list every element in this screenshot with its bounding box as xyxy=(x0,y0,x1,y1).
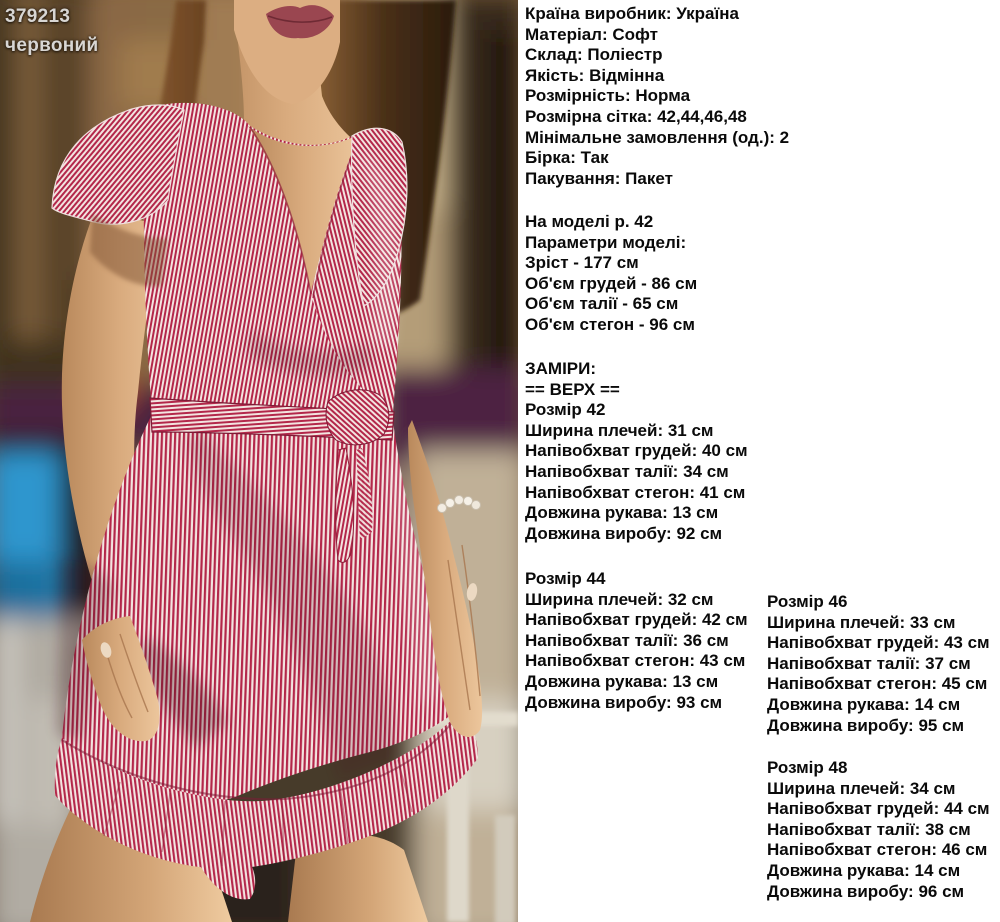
spec-line: Розмір 46 xyxy=(767,592,848,611)
spec-line: Зріст - 177 см xyxy=(525,253,639,273)
spec-line: Довжина виробу: 93 см xyxy=(525,692,723,712)
spec-line: Якість: Відмінна xyxy=(525,65,665,85)
photo-caption xyxy=(5,2,98,60)
spec-line: Об'єм талії - 65 см xyxy=(525,294,679,314)
spec-line: Ширина плечей: 31 см xyxy=(525,420,714,440)
spec-line: Довжина виробу: 92 см xyxy=(525,523,723,543)
spec-block-size-44 xyxy=(525,569,748,713)
spec-line: Матеріал: Софт xyxy=(525,24,658,44)
spec-line: Напівобхват талії: 34 см xyxy=(525,461,729,481)
spec-line: Розмір 48 xyxy=(767,758,848,777)
spec-line: Напівобхват грудей: 40 см xyxy=(525,441,748,461)
spec-line: Довжина рукава: 14 см xyxy=(767,860,961,880)
spec-block-model-params xyxy=(525,212,697,336)
spec-line: Напівобхват талії: 37 см xyxy=(767,653,971,673)
color-name: червоний xyxy=(5,35,99,56)
spec-line: Ширина плечей: 32 см xyxy=(525,589,714,609)
spec-line: Ширина плечей: 33 см xyxy=(767,612,956,632)
spec-line: Об'єм стегон - 96 см xyxy=(525,314,695,334)
article-number: 379213 xyxy=(5,6,71,27)
spec-line: Склад: Поліестр xyxy=(525,45,663,65)
spec-line: Напівобхват талії: 36 см xyxy=(525,630,729,650)
spec-line: Довжина рукава: 13 см xyxy=(525,503,719,523)
spec-line: Бірка: Так xyxy=(525,148,609,168)
specs-panel xyxy=(518,0,1000,922)
spec-line: Напівобхват стегон: 43 см xyxy=(525,651,746,671)
spec-line: Довжина рукава: 13 см xyxy=(525,671,719,691)
spec-line: На моделі р. 42 xyxy=(525,212,654,231)
spec-line: Параметри моделі: xyxy=(525,232,687,252)
spec-line: Напівобхват стегон: 41 см xyxy=(525,482,746,502)
spec-line: Напівобхват грудей: 42 см xyxy=(525,610,748,630)
spec-line: ЗАМІРИ: xyxy=(525,359,597,378)
spec-line: Країна виробник: Україна xyxy=(525,4,740,23)
spec-line: Напівобхват талії: 38 см xyxy=(767,819,971,839)
spec-line: == ВЕРХ == xyxy=(525,379,620,399)
spec-block-size-42 xyxy=(525,359,748,544)
spec-line: Розмірність: Норма xyxy=(525,86,691,106)
spec-line: Пакування: Пакет xyxy=(525,168,673,188)
spec-line: Розмір 44 xyxy=(525,569,606,588)
spec-line: Розмір 42 xyxy=(525,400,606,420)
spec-line: Довжина рукава: 14 см xyxy=(767,694,961,714)
spec-line: Розмірна сітка: 42,44,46,48 xyxy=(525,106,747,126)
spec-line: Довжина виробу: 95 см xyxy=(767,715,965,735)
spec-line: Напівобхват стегон: 46 см xyxy=(767,840,988,860)
spec-line: Ширина плечей: 34 см xyxy=(767,778,956,798)
spec-line: Напівобхват грудей: 43 см xyxy=(767,633,990,653)
spec-block-general xyxy=(525,4,789,189)
spec-line: Довжина виробу: 96 см xyxy=(767,881,965,901)
spec-line: Напівобхват стегон: 45 см xyxy=(767,674,988,694)
spec-block-size-48 xyxy=(767,758,990,902)
spec-line: Мінімальне замовлення (од.): 2 xyxy=(525,127,790,147)
spec-line: Об'єм грудей - 86 см xyxy=(525,273,698,293)
spec-block-size-46 xyxy=(767,592,990,736)
tie-knot xyxy=(326,390,389,445)
spec-line: Напівобхват грудей: 44 см xyxy=(767,799,990,819)
